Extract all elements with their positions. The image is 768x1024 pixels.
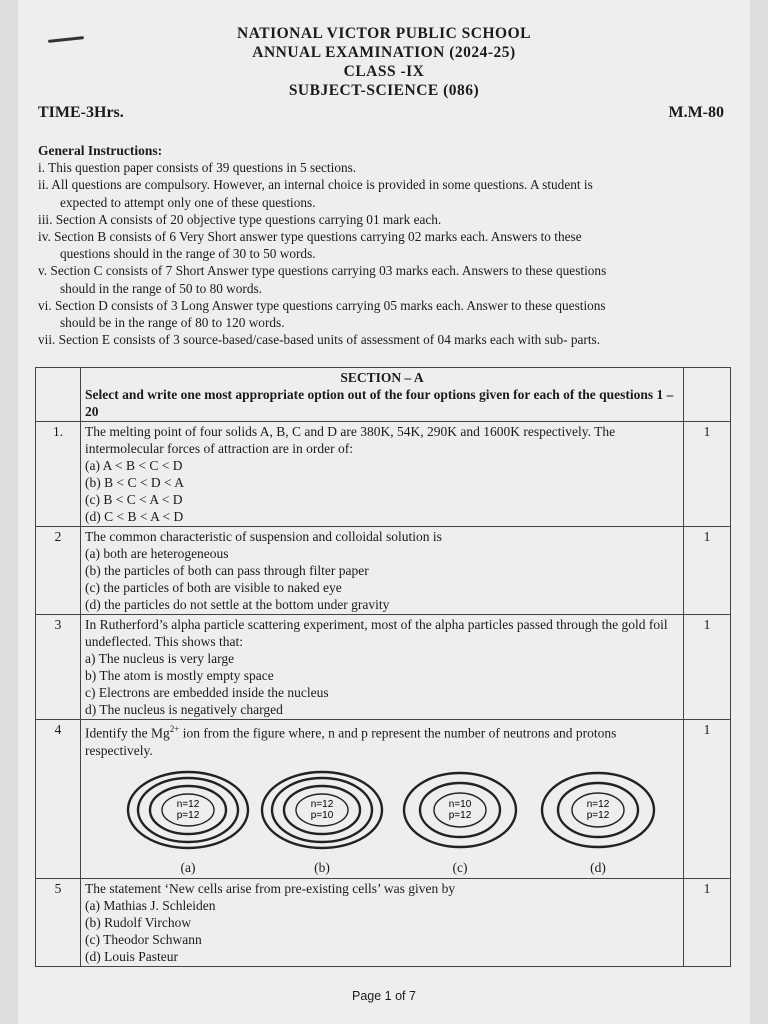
atom-diagram xyxy=(257,765,387,855)
answer-option: c) Electrons are embedded inside the nucleus xyxy=(85,685,329,700)
question-paper-page xyxy=(18,0,750,1024)
instruction-continuation: should in the range of 50 to 80 words. xyxy=(60,280,263,296)
instruction-continuation: expected to attempt only one of these questions. xyxy=(60,194,316,210)
atom-figures xyxy=(85,759,679,877)
instruction-item xyxy=(38,211,738,228)
answer-option: (a) Mathias J. Schleiden xyxy=(85,897,216,913)
answer-option: a) The nucleus is very large xyxy=(85,651,235,666)
question-row xyxy=(36,720,731,879)
instruction-item xyxy=(38,159,738,176)
neutron-count: n=12 xyxy=(176,798,200,810)
question-marks: 1 xyxy=(684,720,731,879)
question-number: 1. xyxy=(36,422,81,527)
time-allowed: TIME-3Hrs. xyxy=(38,104,124,121)
answer-option: (a) A < B < C < D xyxy=(85,458,183,473)
answer-option: (b) the particles of both can pass through filter paper xyxy=(85,563,369,578)
instruction-item xyxy=(38,262,738,296)
question-row xyxy=(36,615,731,720)
instructions-title: General Instructions: xyxy=(38,143,163,158)
instruction-line: v. Section C consists of 7 Short Answer type questions carrying 03 marks each. Answers to these questions xyxy=(38,263,607,279)
instruction-continuation: questions should in the range of 30 to 50 words. xyxy=(60,246,316,262)
proton-count: p=12 xyxy=(176,809,200,821)
question-number: 5 xyxy=(36,878,81,966)
question-content xyxy=(81,878,684,966)
neutron-count: n=10 xyxy=(448,798,472,810)
section-header-row xyxy=(36,368,731,422)
atom-diagram xyxy=(395,765,525,855)
atom-diagram xyxy=(123,765,253,855)
question-text: The statement ‘New cells arise from pre-existing cells’ was given by xyxy=(85,880,456,896)
question-number: 4 xyxy=(36,720,81,879)
answer-option: (b) B < C < D < A xyxy=(85,475,184,490)
section-a-table xyxy=(35,367,731,967)
instruction-line: vii. Section E consists of 3 source-based/case-based units of assessment of 04 marks each with sub- parts. xyxy=(38,332,601,348)
question-row xyxy=(36,422,731,527)
question-text: The melting point of four solids A, B, C and D are 380K, 54K, 290K and 1600K respectively. The intermolecular forces of attraction are in order of: xyxy=(85,424,616,456)
instruction-line: vi. Section D consists of 3 Long Answer type questions carrying 05 marks each. Answer to these questions xyxy=(38,297,606,313)
atom-figure xyxy=(395,765,525,875)
question-number: 2 xyxy=(36,527,81,615)
answer-option: (c) B < C < A < D xyxy=(85,492,183,507)
figure-label: (a) xyxy=(180,859,196,875)
question-text xyxy=(85,721,679,759)
instruction-line: i. This question paper consists of 39 questions in 5 sections. xyxy=(38,160,357,176)
instruction-item xyxy=(38,297,738,331)
school-name: NATIONAL VICTOR PUBLIC SCHOOL xyxy=(237,25,531,42)
instruction-line: ii. All questions are compulsory. However, an internal choice is provided in some questions. A student is xyxy=(38,177,593,193)
question-row xyxy=(36,878,731,966)
question-marks: 1 xyxy=(684,615,731,720)
question-text: The common characteristic of suspension and colloidal solution is xyxy=(85,529,442,544)
question-content xyxy=(81,527,684,615)
answer-option: d) The nucleus is negatively charged xyxy=(85,702,283,717)
question-text: In Rutherford’s alpha particle scattering experiment, most of the alpha particles passed through the gold foil undeflected. This shows that: xyxy=(85,617,668,649)
atom-figure xyxy=(257,765,387,875)
question-marks: 1 xyxy=(684,422,731,527)
atom-figure xyxy=(123,765,253,875)
question-text-part: Identify the Mg xyxy=(85,725,170,741)
paper-header xyxy=(18,24,750,100)
exam-name: ANNUAL EXAMINATION (2024-25) xyxy=(252,44,516,61)
figure-label: (c) xyxy=(452,859,468,875)
answer-option: (d) C < B < A < D xyxy=(85,509,184,524)
class-name: CLASS -IX xyxy=(343,63,425,80)
question-marks: 1 xyxy=(684,527,731,615)
answer-option: (d) the particles do not settle at the bottom under gravity xyxy=(85,597,390,612)
subject-name: SUBJECT-SCIENCE (086) xyxy=(288,82,480,99)
answer-option: (c) the particles of both are visible to naked eye xyxy=(85,580,342,595)
answer-option: (c) Theodor Schwann xyxy=(85,931,202,947)
neutron-count: n=12 xyxy=(310,798,334,810)
question-row xyxy=(36,527,731,615)
page-number: Page 1 of 7 xyxy=(352,989,416,1003)
ion-charge: 2+ xyxy=(169,724,180,734)
general-instructions xyxy=(38,142,738,348)
atom-figure xyxy=(533,765,663,875)
answer-option: (b) Rudolf Virchow xyxy=(85,914,192,930)
instruction-line: iv. Section B consists of 6 Very Short answer type questions carrying 02 marks each. Answers to these xyxy=(38,229,582,245)
proton-count: p=12 xyxy=(586,809,610,821)
question-content xyxy=(81,422,684,527)
instruction-line: iii. Section A consists of 20 objective type questions carrying 01 mark each. xyxy=(38,211,442,227)
proton-count: p=12 xyxy=(448,809,472,821)
answer-option: b) The atom is mostly empty space xyxy=(85,668,274,683)
question-content xyxy=(81,720,684,879)
instruction-continuation: should be in the range of 80 to 120 words. xyxy=(60,315,285,331)
instruction-item xyxy=(38,228,738,262)
neutron-count: n=12 xyxy=(586,798,610,810)
answer-option: (a) both are heterogeneous xyxy=(85,546,229,561)
atom-diagram xyxy=(533,765,663,855)
figure-label: (b) xyxy=(314,859,330,875)
instruction-item xyxy=(38,176,738,210)
section-instruction: Select and write one most appropriate option out of the four options given for each of the questions 1 – 20 xyxy=(85,387,674,419)
proton-count: p=10 xyxy=(310,809,334,821)
question-marks: 1 xyxy=(684,878,731,966)
question-number: 3 xyxy=(36,615,81,720)
instructions-list xyxy=(38,159,738,348)
max-marks: M.M-80 xyxy=(668,104,724,121)
question-text-part: ion from the figure where, n and p represent the number of neutrons and protons respectively. xyxy=(85,725,617,758)
instruction-item xyxy=(38,331,738,348)
question-content xyxy=(81,615,684,720)
answer-option: (d) Louis Pasteur xyxy=(85,948,178,964)
section-title: SECTION – A xyxy=(340,370,424,385)
figure-label: (d) xyxy=(590,859,606,875)
